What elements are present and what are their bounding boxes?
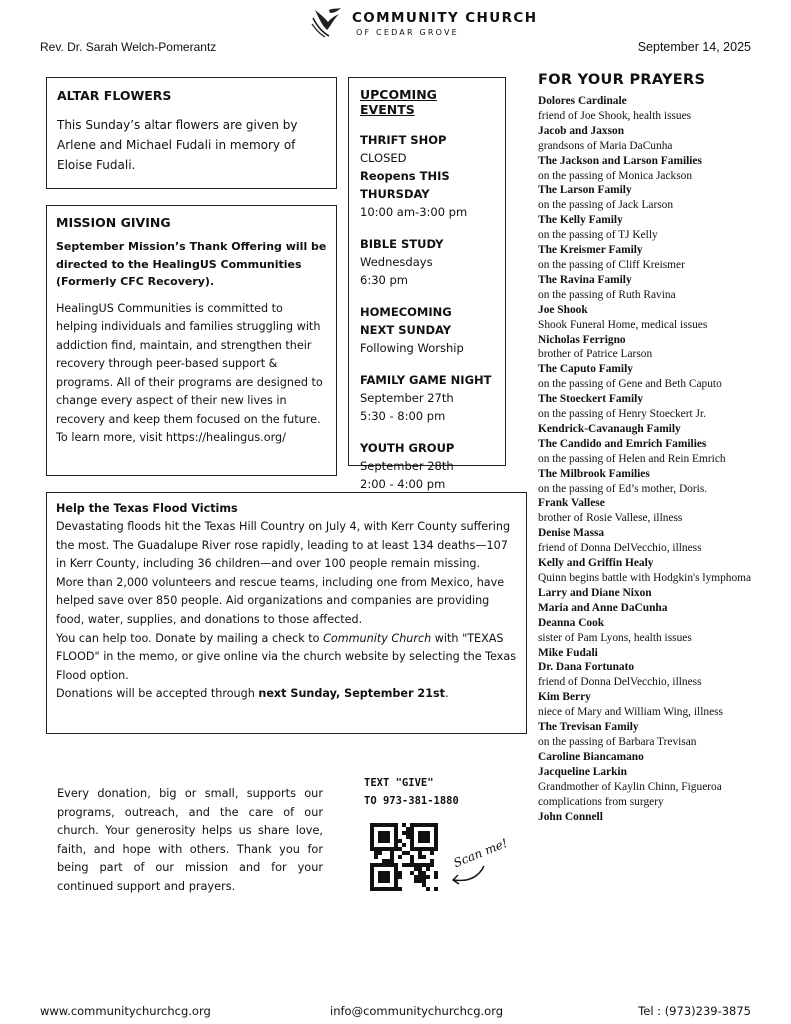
scan-me-label: Scan me! [451, 835, 510, 871]
bulletin-date: September 14, 2025 [637, 40, 751, 54]
prayer-note: on the passing of TJ Kelly [538, 229, 658, 242]
prayer-note: sister of Pam Lyons, health issues [538, 631, 692, 644]
footer-email-link[interactable]: info@communitychurchcg.org [330, 1004, 504, 1018]
prayer-item [538, 94, 788, 124]
church-subtitle: OF CEDAR GROVE [356, 28, 459, 37]
prayer-item [538, 437, 788, 467]
text-give-instructions [364, 774, 459, 810]
prayer-name: Deanna Cook [538, 616, 605, 629]
prayer-item [538, 213, 788, 243]
texas-flood-paragraph [56, 685, 517, 704]
prayer-item [538, 526, 788, 556]
prayer-item [538, 362, 788, 392]
texas-flood-paragraph: Devastating floods hit the Texas Hill Country on July 4, with Kerr County suffering the most. The Guadalupe River rose rapidly, leading to at least 134 deaths—107 in Kerr County, including 36 children—and over 100 people remain missing. [56, 520, 511, 571]
prayer-item [538, 690, 788, 720]
prayer-note: brother of Patrice Larson [538, 348, 653, 361]
altar-flowers-box [46, 77, 337, 189]
prayer-item [538, 616, 788, 646]
event-detail: September 28th [360, 459, 454, 473]
footer-phone: Tel : (973)239-3875 [638, 1004, 751, 1018]
event-title: THRIFT SHOP [360, 133, 447, 147]
prayer-item [538, 154, 788, 184]
prayer-name: Caroline Biancamano [538, 750, 644, 763]
text-give-number: TO 973-381-1880 [364, 795, 459, 807]
prayer-name: The Trevisan Family [538, 721, 639, 734]
texas-flood-paragraph: More than 2,000 volunteers and rescue teams, including one from Mexico, have helped save over 850 people. Aid organizations and companies are providing food, water, supplies, and donations to those affected. [56, 575, 505, 626]
prayer-name: Denise Massa [538, 527, 605, 540]
prayer-name: Kendrick-Cavanaugh Family [538, 422, 681, 435]
prayer-note: friend of Donna DelVecchio, illness [538, 676, 702, 689]
mission-giving-description: HealingUS Communities is committed to helping individuals and families struggling with addiction find, maintain, and strengthen their recovery through peer-based support & programs. All of their programs are designed to change every aspect of their new lives in recovery and keep them focused on the future. To learn more, visit https://healingus.org/ [56, 301, 323, 444]
event-detail: Reopens THIS THURSDAY [360, 169, 450, 201]
prayer-item [538, 333, 788, 363]
prayer-name: Joe Shook [538, 303, 588, 316]
event-family-game-night [360, 371, 494, 425]
prayer-name: The Kreismer Family [538, 244, 643, 257]
event-detail: 6:30 pm [360, 273, 408, 287]
church-name-italic: Community Church [323, 631, 432, 645]
prayer-item [538, 124, 788, 154]
prayer-name: The Candido and Emrich Families [538, 437, 707, 450]
prayer-item [538, 496, 788, 526]
prayer-item [538, 601, 788, 616]
prayer-name: John Connell [538, 810, 603, 823]
prayer-item [538, 646, 788, 661]
prayer-note: on the passing of Cliff Kreismer [538, 258, 685, 271]
event-title: BIBLE STUDY [360, 237, 444, 251]
event-detail: September 27th [360, 391, 454, 405]
texas-flood-box [46, 492, 527, 734]
prayer-note: Shook Funeral Home, medical issues [538, 318, 708, 331]
prayer-note: on the passing of Helen and Rein Emrich [538, 452, 726, 465]
event-title: YOUTH GROUP [360, 441, 455, 455]
prayer-item [538, 243, 788, 273]
prayer-item [538, 392, 788, 422]
mission-giving-lead: September Mission’s Thank Offering will be directed to the HealingUS Communities (Formerly CFC Recovery). [56, 240, 327, 288]
event-detail: 10:00 am-3:00 pm [360, 205, 468, 219]
prayer-name: The Caputo Family [538, 363, 633, 376]
qr-code-icon[interactable] [370, 823, 438, 891]
event-detail: Following Worship [360, 341, 464, 355]
text-span: You can help too. Donate by mailing a check to [56, 631, 324, 645]
prayer-name: Kim Berry [538, 691, 591, 704]
prayer-name: Jacob and Jaxson [538, 124, 625, 137]
event-bible-study [360, 235, 494, 289]
prayer-item [538, 183, 788, 213]
prayer-note: friend of Donna DelVecchio, illness [538, 542, 702, 555]
prayer-name: Dr. Dana Fortunato [538, 661, 635, 674]
prayer-name: Maria and Anne DaCunha [538, 601, 668, 614]
mission-giving-title: MISSION GIVING [56, 215, 171, 230]
text-span: Donations will be accepted through [56, 687, 259, 701]
prayer-note: on the passing of Ed’s mother, Doris. [538, 482, 708, 495]
pastor-name: Rev. Dr. Sarah Welch-Pomerantz [40, 40, 217, 54]
event-title: NEXT SUNDAY [360, 323, 452, 337]
prayer-name: Mike Fudali [538, 646, 598, 659]
prayer-name: The Jackson and Larson Families [538, 154, 702, 167]
prayer-note: niece of Mary and William Wing, illness [538, 706, 723, 719]
prayer-item [538, 303, 788, 333]
event-thrift-shop [360, 131, 494, 221]
prayer-note: grandsons of Maria DaCunha [538, 139, 673, 152]
texas-flood-paragraph [56, 630, 517, 686]
prayer-item [538, 467, 788, 497]
prayers-list [538, 94, 788, 824]
prayer-name: Dolores Cardinale [538, 95, 627, 107]
event-detail: CLOSED [360, 151, 407, 165]
event-title: FAMILY GAME NIGHT [360, 373, 492, 387]
prayer-item [538, 586, 788, 601]
prayer-note: on the passing of Barbara Trevisan [538, 735, 697, 748]
deadline-date: next Sunday, September 21st [258, 687, 445, 701]
prayers-title: FOR YOUR PRAYERS [538, 72, 706, 88]
prayer-name: Jacqueline Larkin [538, 765, 627, 778]
prayer-name: The Kelly Family [538, 214, 623, 227]
prayer-name: Nicholas Ferrigno [538, 333, 626, 346]
text-give-line: TEXT "GIVE" [364, 777, 434, 789]
prayer-note: on the passing of Jack Larson [538, 199, 674, 212]
text-span: . [444, 687, 449, 701]
prayer-note: Quinn begins battle with Hodgkin's lymphoma [538, 572, 752, 584]
prayer-name: The Ravina Family [538, 273, 632, 286]
prayer-item [538, 660, 788, 690]
event-detail: 2:00 - 4:00 pm [360, 477, 446, 491]
upcoming-events-title: UPCOMING EVENTS [360, 87, 437, 117]
prayer-note: brother of Rosie Vallese, illness [538, 512, 683, 525]
event-title: HOMECOMING [360, 305, 452, 319]
prayer-item [538, 720, 788, 750]
prayer-note: on the passing of Henry Stoeckert Jr. [538, 408, 706, 421]
prayer-item [538, 765, 788, 810]
church-name: COMMUNITY CHURCH [352, 10, 538, 26]
altar-flowers-text: This Sunday’s altar flowers are given by Arlene and Michael Fudali in memory of Eloise Fudali. [57, 118, 298, 172]
prayer-name: The Milbrook Families [538, 467, 650, 480]
prayer-name: The Larson Family [538, 184, 632, 197]
prayer-name: Larry and Diane Nixon [538, 586, 652, 599]
prayer-item [538, 273, 788, 303]
altar-flowers-title: ALTAR FLOWERS [57, 88, 172, 103]
event-homecoming [360, 303, 494, 357]
prayer-note: Grandmother of Kaylin Chinn, Figueroa complications from surgery [538, 780, 722, 808]
prayer-item [538, 556, 788, 586]
dove-logo-icon [309, 4, 345, 40]
arrow-left-icon [448, 860, 488, 888]
footer-website-link[interactable]: www.communitychurchcg.org [40, 1004, 211, 1018]
prayer-note: on the passing of Ruth Ravina [538, 288, 676, 301]
prayer-item [538, 810, 788, 825]
prayer-name: The Stoeckert Family [538, 393, 644, 406]
prayer-note: friend of Joe Shook, health issues [538, 109, 692, 122]
upcoming-events-box [348, 77, 506, 491]
prayer-name: Frank Vallese [538, 497, 605, 510]
prayer-item [538, 750, 788, 765]
event-detail: Wednesdays [360, 255, 433, 269]
mission-giving-box [46, 205, 337, 476]
closing-message: Every donation, big or small, supports our programs, outreach, and the care of our church. Your generosity helps us share love, faith, and hope with others. Thank you for being part of our mission and for your continued support and prayers. [57, 787, 323, 893]
text-span: with "TEXAS FLOOD" in the memo, or give online via the church website by selecting the Texas Flood option. [56, 631, 517, 682]
prayer-name: Kelly and Griffin Healy [538, 557, 654, 570]
event-youth-group [360, 439, 494, 493]
texas-flood-title: Help the Texas Flood Victims [56, 502, 238, 515]
prayer-item [538, 422, 788, 437]
event-detail: 5:30 - 8:00 pm [360, 409, 446, 423]
prayer-note: on the passing of Monica Jackson [538, 169, 693, 182]
prayer-note: on the passing of Gene and Beth Caputo [538, 378, 722, 391]
